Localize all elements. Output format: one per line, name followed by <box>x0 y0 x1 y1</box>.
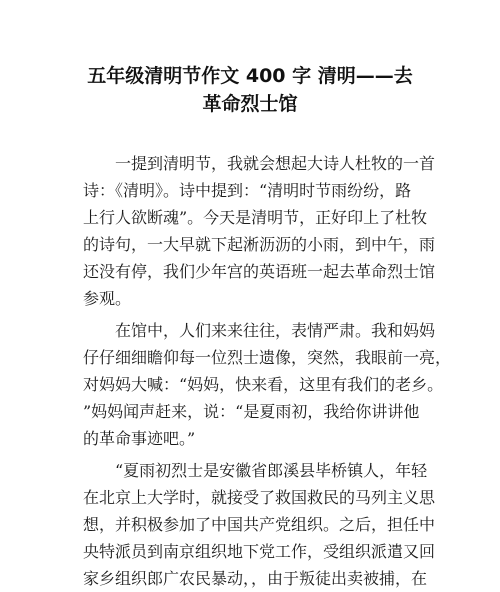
document-title <box>40 62 460 118</box>
text-line: 家乡组织郎广农民暴动，，由于叛徒出卖被捕，在 <box>83 569 428 588</box>
document-body <box>83 150 452 592</box>
text-line: 还没有停，我们少年宫的英语班一起去革命烈士馆 <box>83 262 436 281</box>
text-line: 在馆中，人们来来往往，表情严肃。我和妈妈 <box>83 321 436 340</box>
paragraph-1 <box>83 150 436 312</box>
text-line: 上行人欲断魂”。今天是清明节，正好印上了杜牧 <box>83 208 428 227</box>
text-line: 想，并积极参加了中国共产党组织。之后，担任中 <box>83 515 436 534</box>
text-line: “夏雨初烈士是安徽省郎溪县毕桥镇人，年轻 <box>83 461 428 480</box>
text-line: 在北京上大学时，就接受了救国救民的马列主义思 <box>83 488 436 507</box>
text-line: 央特派员到南京组织地下党工作，受组织派遣又回 <box>83 542 436 561</box>
text-line: 对妈妈大喊：“妈妈，快来看，这里有我们的老乡。 <box>83 375 444 394</box>
text-line: 诗：《清明》。诗中提到：“清明时节雨纷纷，路 <box>83 181 412 200</box>
paragraph-2 <box>83 317 452 452</box>
title-line-1: 五年级清明节作文 400 字 清明——去 <box>87 65 413 87</box>
text-line: 仔仔细细瞻仰每一位烈士遗像，突然，我眼前一亮， <box>83 348 452 367</box>
text-line: 的诗句，一大早就下起淅沥沥的小雨，到中午，雨 <box>83 235 436 254</box>
text-line: 一提到清明节，我就会想起大诗人杜牧的一首 <box>83 154 436 173</box>
title-line-2: 革命烈士馆 <box>202 93 298 115</box>
paragraph-3 <box>83 457 436 592</box>
text-line: 参观。 <box>83 289 132 308</box>
text-line: ”妈妈闻声赶来，说：“是夏雨初，我给你讲讲他 <box>83 402 420 421</box>
text-line: 的革命事迹吧。” <box>83 429 196 448</box>
